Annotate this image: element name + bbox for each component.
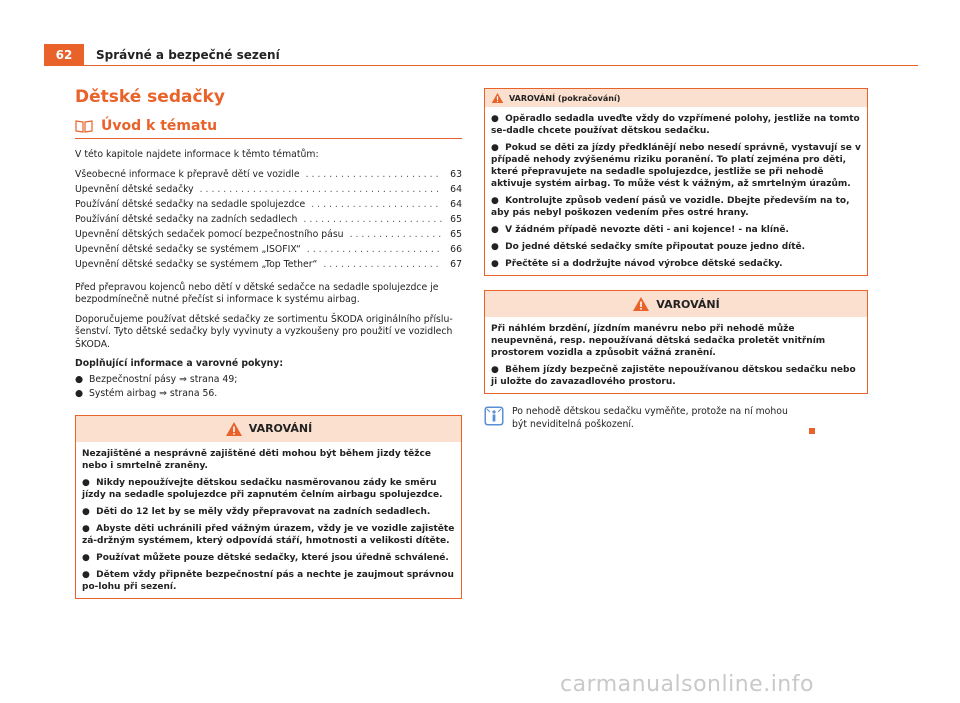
warning-item: ● Děti do 12 let by se měly vždy přepravovat na zadních sedadlech. xyxy=(82,506,431,517)
warning-lead: Při náhlém brzdění, jízdním manévru nebo při nehodě může neupevněná, resp. nepoužívaná dětská sedačka proletět vnitřním prostorem vozidla a způsobit vážná zranění. xyxy=(491,324,826,358)
warning-body xyxy=(76,442,461,598)
list-item[interactable]: ● Bezpečnostní pásy ⇒ strana 49; xyxy=(75,373,238,385)
warning-header xyxy=(485,291,867,317)
warning-body xyxy=(485,107,867,275)
warning-title: VAROVÁNÍ xyxy=(656,297,720,311)
warning-icon xyxy=(225,421,243,437)
toc-row[interactable]: Upevnění dětské sedačky se systémem „Top Tether“ . . . 67 xyxy=(75,257,462,272)
watermark: carmanualsonline.info xyxy=(560,672,814,697)
subsection-title: Úvod k tématu xyxy=(101,118,218,134)
note xyxy=(484,406,868,434)
list-item[interactable]: ● Systém airbag ⇒ strana 56. xyxy=(75,387,218,399)
toc-row[interactable]: Upevnění dětské sedačky . . . 64 xyxy=(75,182,462,197)
warning-item: ● Abyste děti uchránili před vážným úrazem, vždy je ve vozidle zajistěte zá-držným systémem, který odpovídá stáří, hmotnosti a velikosti dítěte. xyxy=(82,523,455,546)
warning-icon xyxy=(491,92,504,104)
toc-row[interactable]: Upevnění dětských sedaček pomocí bezpečnostního pásu . . . 65 xyxy=(75,227,462,242)
warning-box xyxy=(484,290,868,394)
warning-item: ● Opěradlo sedadla uveďte vždy do vzpřímené polohy, jestliže na tomto se-dadle chcete používat dětskou sedačku. xyxy=(491,114,860,136)
paragraph: Před přepravou kojenců nebo dětí v dětské sedačce na sedadle spolujezdce je bezpodmínečně nutné přečíst si informace k systému airbag. xyxy=(75,281,439,305)
warning-header xyxy=(485,89,867,107)
warning-item: ● Používat můžete pouze dětské sedačky, které jsou úředně schválené. xyxy=(82,552,449,563)
chapter-title: Správné a bezpečné sezení xyxy=(96,48,280,62)
warning-item: ● Pokud se děti za jízdy předklánějí nebo nesedí správně, vystavují se v případě nehody zvýšenému riziku poranění. To platí zejména pro děti, které přepravujete na sedadle spolujezdce, jestliže se při nehodě aktivuje systém airbag. To může vést k vážným, až smrtelným úrazům. xyxy=(491,143,861,189)
end-marker xyxy=(809,428,815,434)
warning-item: ● Dětem vždy připněte bezpečnostní pás a nechte je zaujmout správnou po-lohu při sezení. xyxy=(82,569,454,592)
info-icon xyxy=(484,406,504,426)
paragraph: Doporučujeme používat dětské sedačky ze sortimentu ŠKODA originálního příslu-šenství. Tyto dětské sedačky byly vyvinuty a vyzkoušeny pro použití ve vozidlech ŠKODA. xyxy=(75,313,453,350)
warning-header xyxy=(76,416,461,442)
toc-row[interactable]: Používání dětské sedačky na zadních sedadlech . . . 65 xyxy=(75,212,462,227)
warning-item: ● Nikdy nepoužívejte dětskou sedačku nasměrovanou zády ke směru jízdy na sedadle spolujezdce při zapnutém čelním airbagu spolujezdce. xyxy=(82,477,443,500)
right-column xyxy=(484,88,868,434)
intro-text: V této kapitole najdete informace k těmto tématům: xyxy=(75,149,319,160)
warning-item: ● Kontrolujte způsob vedení pásů ve vozidle. Dbejte především na to, aby pás nebyl poškozen vedením přes ostré hrany. xyxy=(491,196,850,218)
warning-box xyxy=(75,415,462,599)
warning-body xyxy=(485,317,867,393)
note-text: Po nehodě dětskou sedačku vyměňte, protože na ní mohou být neviditelná poškození. xyxy=(512,406,788,430)
toc-list xyxy=(75,167,462,272)
warning-continued-box xyxy=(484,88,868,276)
warning-item: ● Do jedné dětské sedačky smíte připoutat pouze jedno dítě. xyxy=(491,242,806,252)
toc-row[interactable]: Všeobecné informace k přepravě dětí ve vozidle . . . 63 xyxy=(75,167,462,182)
toc-row[interactable]: Používání dětské sedačky na sedadle spolujezdce . . . 64 xyxy=(75,197,462,212)
page-header xyxy=(44,44,918,66)
warning-title: VAROVÁNÍ (pokračování) xyxy=(509,93,621,103)
section-title: Dětské sedačky xyxy=(75,87,225,107)
subsection-header xyxy=(75,118,462,139)
warning-title: VAROVÁNÍ xyxy=(248,422,313,435)
warning-lead: Nezajištěné a nesprávně zajištěné děti mohou být během jizdy těžce nebo i smrtelně zraněny. xyxy=(82,448,431,471)
warning-icon xyxy=(632,296,650,312)
book-icon xyxy=(75,119,93,133)
page-number: 62 xyxy=(44,44,84,66)
warning-item: ● Během jízdy bezpečně zajistěte nepoužívanou dětskou sedačku nebo ji uložte do zavazadlového prostoru. xyxy=(491,365,856,387)
warning-item: ● Přečtěte si a dodržujte návod výrobce dětské sedačky. xyxy=(491,259,783,269)
warning-item: ● V žádném případě nevozte děti - ani kojence! - na klíně. xyxy=(491,225,789,235)
toc-row[interactable]: Upevnění dětské sedačky se systémem „ISOFIX“ . . . 66 xyxy=(75,242,462,257)
left-column xyxy=(75,86,462,599)
additional-heading: Doplňující informace a varovné pokyny: xyxy=(75,358,284,369)
